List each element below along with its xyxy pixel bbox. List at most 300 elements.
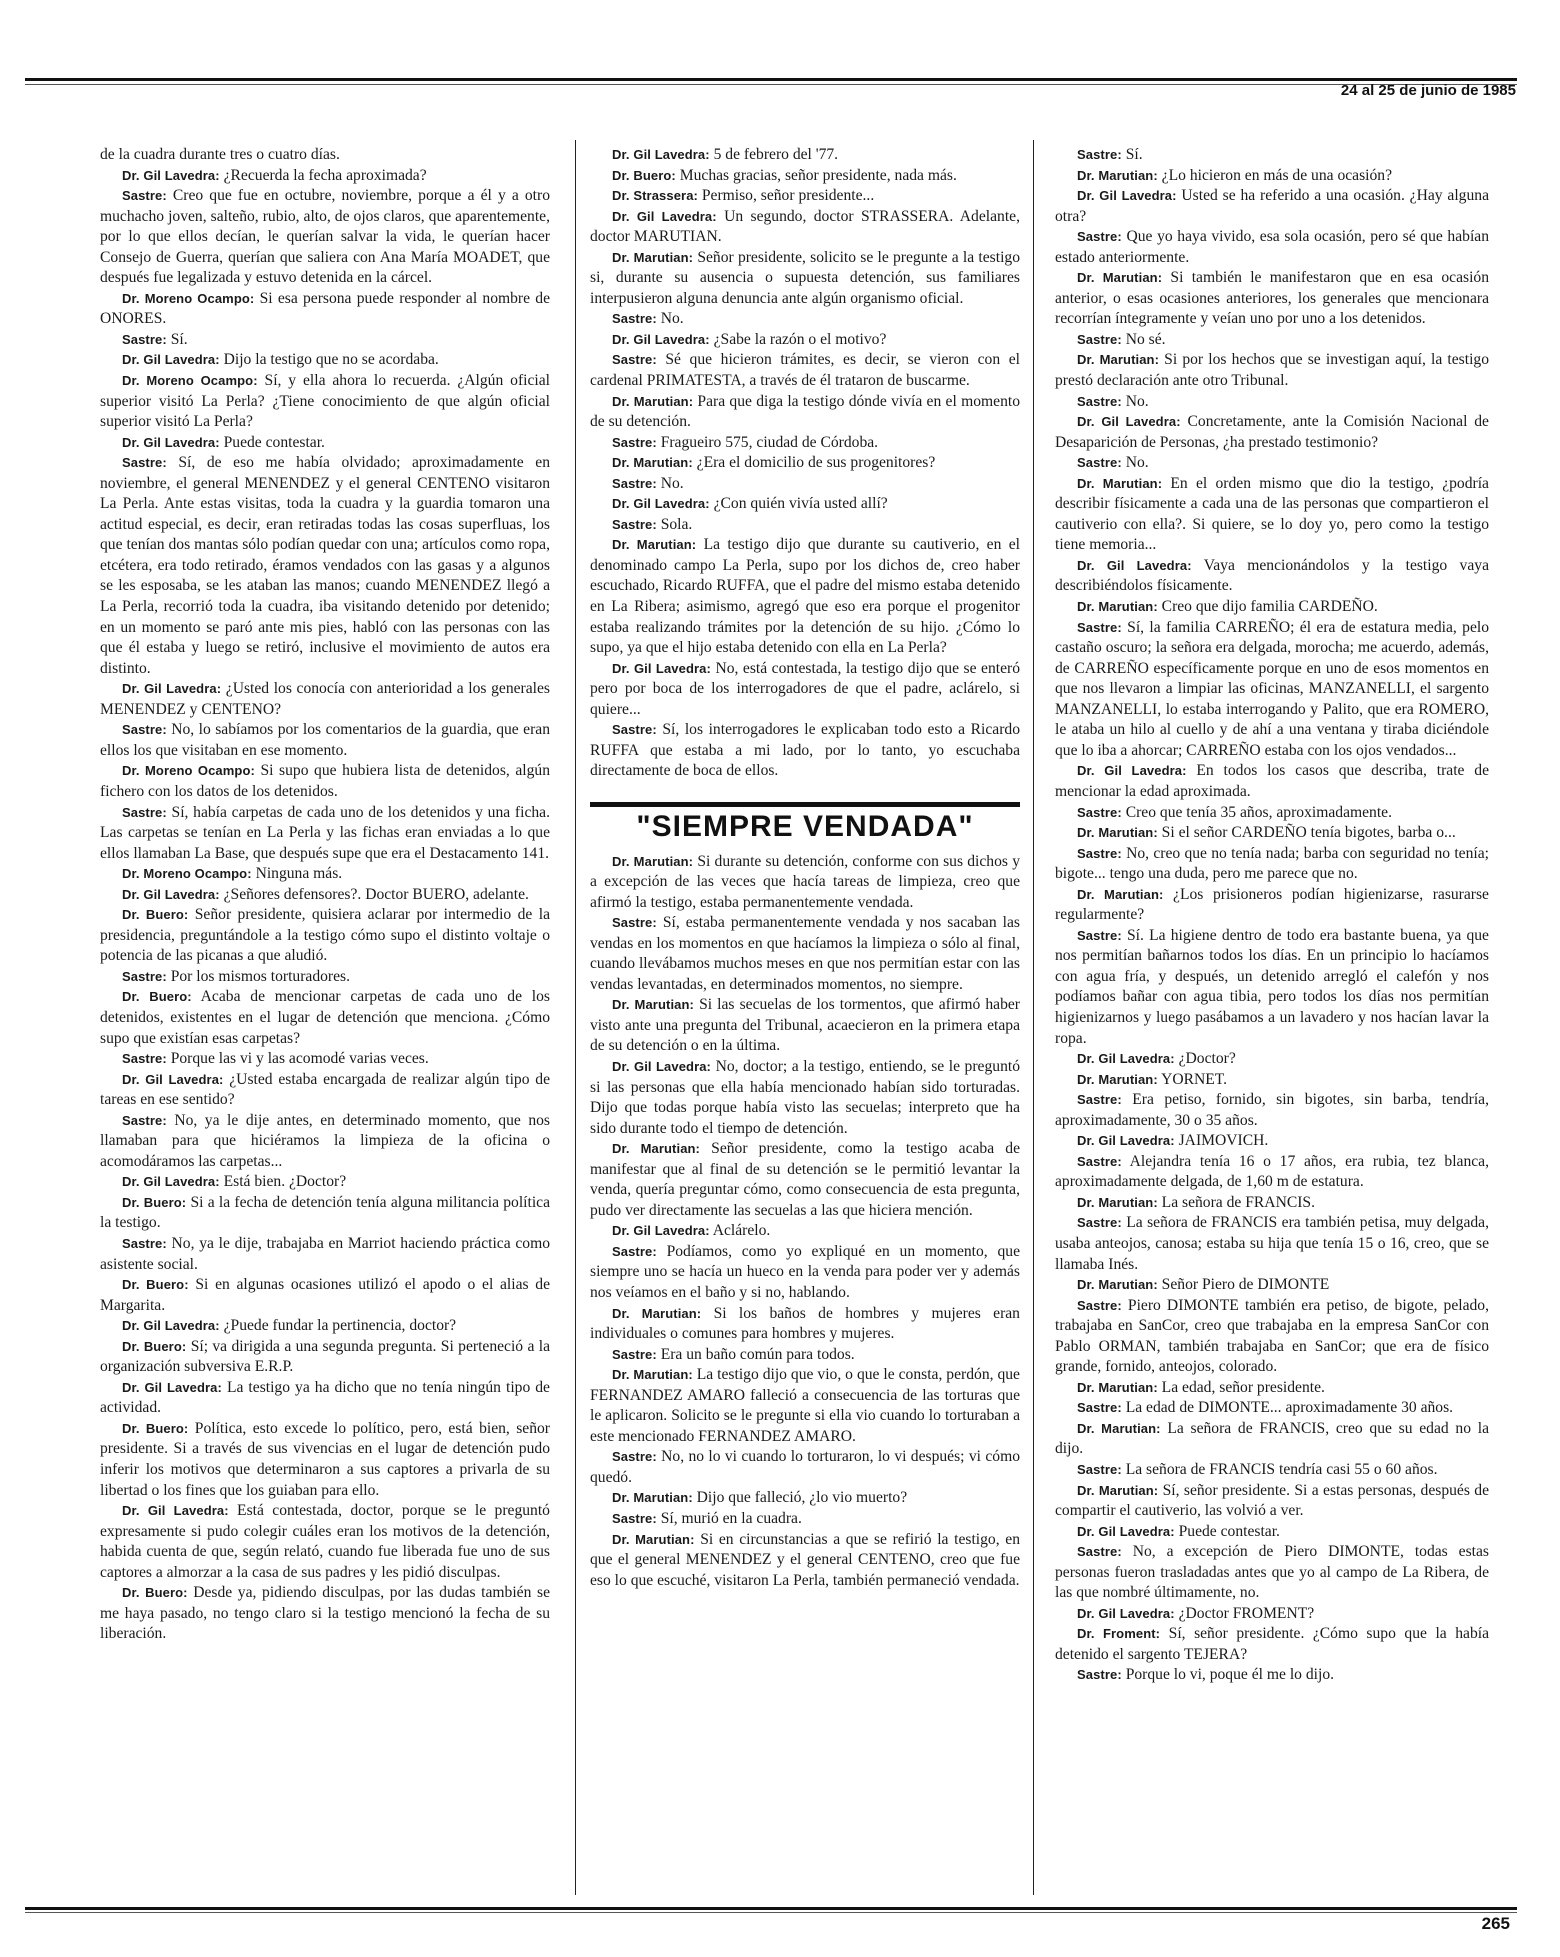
speech-text: ¿Usted estaba encargada de realizar algún tipo de tareas en ese sentido? [100,1070,550,1109]
speech-text: Si supo que hubiera lista de detenidos, algún fichero con los datos de los detenidos. [100,762,550,800]
transcript-paragraph [590,330,1020,351]
transcript-paragraph [590,1345,1020,1366]
transcript-paragraph [1055,268,1489,330]
transcript-paragraph [100,350,550,371]
speech-text: La testigo dijo que durante su cautiverio, en el denominado campo La Perla, supo por los dichos de, creo haber escuchado, Ricardo RUFFA, que el padre del mismo estaba detenido en La Ribera; asimismo, agregó que eso era porque el progenitor estaba realizando trámites por la detención de su hijo. ¿Cómo lo supo, ya que el hijo estaba detenido con ella en La Perla? [590,536,1021,657]
speech-text: Vaya mencionándolos y la testigo vaya describiéndolos físicamente. [1055,556,1489,595]
transcript-paragraph [100,761,550,802]
speaker-name: Dr. Moreno Ocampo: [122,290,255,306]
transcript-paragraph [1055,618,1489,762]
speaker-name: Dr. Froment: [1077,1626,1161,1642]
speech-text: ¿Puede fundar la pertinencia, doctor? [223,1317,457,1335]
speech-text: Sí; va dirigida a una segunda pregunta. Si perteneció a la organización subversiva E.R.P. [100,1337,550,1376]
speech-text: Señor presidente, quisiera aclarar por intermedio de la presidencia, preguntándole a la testigo cómo supo el distinto voltaje o potencia de las picanas a que aludió. [100,906,550,965]
transcript-paragraph [1055,1378,1489,1399]
speech-text: ¿Era el domicilio de sus progenitores? [696,454,936,472]
bottom-rule [25,1907,1517,1910]
speech-text: Sí. [1125,146,1143,163]
speech-text: Permiso, señor presidente... [701,187,875,205]
transcript-paragraph [100,1583,550,1645]
section-headline: "SIEMPRE VENDADA" [636,809,974,843]
speech-text: ¿Sabe la razón o el motivo? [713,330,887,348]
speaker-name: Sastre: [122,188,167,204]
speech-text: Sí, estaba permanentemente vendada y nos sacaban las vendas en los momentos en que hacíamos la limpieza o sólo al final, cuando llevábamos muchos meses en que nos permitían estar con las vendas levantadas, en determinados momentos, no siempre. [590,914,1020,993]
speaker-name: Dr. Marutian: [612,1141,700,1157]
transcript-paragraph [590,995,1020,1057]
speaker-name: Dr. Gil Lavedra: [122,1503,229,1519]
speech-text: Si a la fecha de detención tenía alguna militancia política la testigo. [100,1193,551,1232]
transcript-paragraph [590,186,1020,207]
speech-text: Sí, y ella ahora lo recuerda. ¿Algún oficial superior visitó La Perla? ¿Tiene conocimiento de que algún oficial superior visitó La Perla? [100,372,550,431]
transcript-paragraph [1055,1193,1489,1214]
transcript-paragraph [590,350,1020,391]
speech-text: Si durante su detención, conforme con sus dichos y a excepción de las veces que hacía tareas de limpieza, creo que afirmó la testigo, estaba permanentemente vendada. [590,852,1020,911]
speech-text: Si por los hechos que se investigan aquí, la testigo prestó declaración ante otro Tribunal. [1055,351,1489,390]
speech-text: Porque las vi y las acomodé varias veces. [170,1050,429,1068]
speech-text: Sí, señor presidente. Si a estas personas, después de compartir el cautiverio, las volvió a ver. [1055,1481,1489,1520]
speaker-name: Dr. Marutian: [612,1367,693,1383]
speaker-name: Dr. Marutian: [612,455,693,471]
speaker-name: Sastre: [1077,229,1122,245]
text-column-3 [1055,145,1489,1686]
speech-text: No, está contestada, la testigo dijo que se enteró pero por boca de los interrogadores de que el padre, aclárelo, si quiere... [590,659,1020,718]
transcript-paragraph [100,166,550,187]
speech-text: Dijo que falleció, ¿lo vio muerto? [696,1489,908,1507]
speech-text: En todos los casos que describa, trate de mencionar la edad aproximada. [1055,762,1489,800]
transcript-paragraph [1055,1070,1489,1091]
speaker-name: Dr. Marutian: [1077,352,1160,368]
transcript-paragraph [100,720,550,761]
speaker-name: Dr. Buero: [122,989,192,1005]
transcript-paragraph [100,1070,550,1111]
speaker-name: Sastre: [1077,331,1122,347]
speech-text: No, a excepción de Piero DIMONTE, todas estas personas fueron trasladadas antes que yo al campo de La Ribera, de las que nombré últimamente, no. [1055,1543,1489,1602]
speaker-name: Dr. Moreno Ocampo: [122,866,252,882]
transcript-paragraph [100,1501,550,1583]
transcript-paragraph [1055,556,1489,597]
transcript-paragraph [1055,145,1489,166]
issue-date: 24 al 25 de junio de 1985 [1340,82,1516,99]
speech-text: Era un baño común para todos. [660,1345,855,1363]
speech-text: Sí, de eso me había olvidado; aproximadamente en noviembre, el general MENENDEZ y el general CENTENO visitaron La Perla. Ante estas visitas, toda la cuadra y la guardia tomaron una actitud especial, es decir, eran retiradas todas las cosas superfluas, los que tenían dos mantas sólo podían quedar con una; artículos como ropa, etcétera, era todo retirado, éramos vendados con las gasas y a algunos se les esposaba, se les ataban las manos; cuando MENENDEZ llegó a La Perla, recorrió toda la cuadra, iba visitando detenido por detenido; en un momento se paró ante mis pies, habló con las personas con las que él estaba y luego se retiró, inclusive el movimiento de autos era distinto. [100,454,550,677]
speech-text: Sí, los interrogadores le explicaban todo esto a Ricardo RUFFA que estaba a mi lado, por lo tanto, yo escuchaba directamente de boca de ellos. [590,721,1020,780]
speaker-name: Dr. Marutian: [612,997,694,1013]
speaker-name: Sastre: [1077,1092,1122,1108]
transcript-paragraph [590,1057,1020,1139]
speaker-name: Dr. Gil Lavedra: [612,1223,710,1239]
transcript-paragraph [590,1221,1020,1242]
speech-text: No, ya le dije antes, en determinado momento, que nos llamaban para que hiciéramos la limpieza de la oficina o acomodáramos las carpetas... [100,1111,550,1170]
speaker-name: Sastre: [122,331,167,347]
speaker-name: Dr. Moreno Ocampo: [122,373,258,389]
speaker-name: Sastre: [1077,1400,1122,1416]
speech-text: No, no lo vi cuando lo torturaron, lo vi después; vi cómo quedó. [590,1448,1020,1486]
speech-text: Si las secuelas de los tormentos, que afirmó haber visto ante una pregunta del Tribunal, acaecieron en la primera etapa de su detención o en la última. [590,996,1020,1055]
transcript-paragraph [590,1365,1020,1447]
speech-text: La señora de FRANCIS tendría casi 55 o 60 años. [1125,1461,1438,1478]
text-column-2 [590,145,1020,1591]
speech-text: Dijo la testigo que no se acordaba. [223,351,439,369]
speaker-name: Sastre: [122,1051,167,1067]
speaker-name: Sastre: [1077,1215,1122,1231]
speech-text: Puede contestar. [1178,1522,1280,1540]
speaker-name: Dr. Gil Lavedra: [122,434,220,450]
speech-text: ¿Los prisioneros podían higienizarse, rasurarse regularmente? [1055,885,1489,924]
transcript-paragraph [1055,1542,1489,1604]
speaker-name: Dr. Gil Lavedra: [1077,1523,1175,1539]
transcript-paragraph [1055,474,1489,556]
transcript-paragraph [100,1111,550,1173]
speaker-name: Dr. Gil Lavedra: [1077,763,1187,779]
speech-text: ¿Lo hicieron en más de una ocasión? [1161,166,1393,184]
speech-text: Un segundo, doctor STRASSERA. Adelante, doctor MARUTIAN. [590,207,1020,246]
speaker-name: Dr. Gil Lavedra: [122,1318,220,1334]
speech-text: Aclárelo. [712,1222,771,1240]
speaker-name: Sastre: [122,722,167,738]
transcript-paragraph [590,433,1020,454]
speech-text: Creo que fue en octubre, noviembre, porque a él y a otro muchacho joven, salteño, rubio, alto, de ojos claros, que aparentemente, por lo que ellos decían, le querían salvar la vida, le querían hacer Consejo de Guerra, querían que saliera con Ana María MOADET, que después fue legalizada y estuvo detenida en la cárcel. [100,187,550,287]
speaker-name: Sastre: [1077,1297,1122,1313]
speech-text: La edad de DIMONTE... aproximadamente 30 años. [1125,1399,1454,1417]
speech-text: Sí, había carpetas de cada uno de los detenidos y una ficha. Las carpetas se tenían en La Perla y las fichas eran enviadas a lo que ellos llamaban La Base, que después supe que era el Destacamento 141. [100,803,550,862]
speaker-name: Dr. Marutian: [1077,1379,1158,1395]
transcript-paragraph [590,392,1020,433]
speaker-name: Sastre: [612,475,657,491]
speaker-name: Dr. Marutian: [612,393,694,409]
speaker-name: Dr. Marutian: [1077,1420,1161,1436]
transcript-paragraph [100,1419,550,1501]
speech-text: Si en algunas ocasiones utilizó el apodo o el alias de Margarita. [100,1276,550,1314]
speech-text: No, doctor; a la testigo, entiendo, se le preguntó si las personas que ella había mencionado habían sido torturadas. Dijo que todas porque había visto las secuelas; interpreto que ha sido durante todo el tiempo de detención. [590,1057,1020,1137]
transcript-paragraph [1055,350,1489,391]
speaker-name: Dr. Gil Lavedra: [1077,188,1177,204]
transcript-paragraph [100,679,550,720]
transcript-paragraph [100,145,550,166]
speaker-name: Sastre: [612,1511,657,1526]
speaker-name: Sastre: [612,311,657,327]
speech-text: No sé. [1125,330,1166,348]
transcript-paragraph [1055,1275,1489,1296]
transcript-paragraph [1055,1665,1489,1686]
speech-text: JAIMOVICH. [1178,1132,1269,1150]
speech-text: Era petiso, fornido, sin bigotes, sin barba, tendría, aproximadamente, 30 o 35 años. [1055,1091,1489,1129]
transcript-paragraph [590,1242,1020,1304]
transcript-paragraph [100,433,550,454]
transcript-paragraph [1055,1604,1489,1625]
transcript-paragraph [100,905,550,967]
transcript-paragraph [1055,1131,1489,1152]
speaker-name: Sastre: [1077,927,1122,943]
transcript-paragraph [590,1447,1020,1488]
transcript-paragraph [100,289,550,330]
speech-text: Si también le manifestaron que en esa ocasión anterior, o esas ocasiones anteriores, los generales que mencionara recorrían íntegramente y veían uno por uno a los detenidos. [1055,269,1489,328]
transcript-paragraph [1055,1090,1489,1131]
speech-text: Si esa persona puede responder al nombre de ONORES. [100,289,551,328]
speaker-name: Dr. Gil Lavedra: [1077,557,1192,573]
speaker-name: Dr. Moreno Ocampo: [122,763,255,779]
speaker-name: Sastre: [1077,1667,1122,1683]
speaker-name: Dr. Gil Lavedra: [1077,1133,1175,1149]
speaker-name: Dr. Marutian: [1077,475,1163,491]
transcript-paragraph [100,1234,550,1275]
speech-text: La edad, señor presidente. [1161,1378,1325,1396]
speech-text: Sí, murió en la cuadra. [660,1510,802,1527]
speech-text: La testigo dijo que vio, o que le consta, perdón, que FERNANDEZ AMARO falleció a consecuencia de las torturas que le aplicaron. Solicito se le pregunte si ella vio cuando lo torturaban a este mencionado FERNANDEZ AMARO. [590,1366,1020,1445]
speech-text: 5 de febrero del '77. [713,146,839,163]
speaker-name: Dr. Buero: [122,907,189,923]
transcript-paragraph [590,720,1020,782]
speech-text: Creo que tenía 35 años, aproximadamente. [1125,803,1392,821]
transcript-paragraph [590,166,1020,187]
speaker-name: Sastre: [1077,804,1122,820]
speech-text: Sí, señor presidente. ¿Cómo supo que la había detenido el sargento TEJERA? [1055,1625,1489,1663]
transcript-paragraph [1055,1049,1489,1070]
transcript-paragraph [1055,330,1489,351]
speech-text: No. [660,310,684,328]
speaker-name: Sastre: [1077,1462,1122,1477]
speaker-name: Sastre: [122,1235,167,1251]
transcript-paragraph [590,309,1020,330]
transcript-paragraph [590,1530,1020,1592]
speaker-name: Dr. Gil Lavedra: [122,1379,222,1395]
transcript-paragraph [100,453,550,679]
transcript-paragraph [100,1049,550,1070]
transcript-paragraph [1055,761,1489,802]
transcript-paragraph [590,852,1020,914]
speech-text: Podíamos, como yo expliqué en un momento, que siempre uno se hacía un hueco en la venda para poder ver y además nos veíamos en el baño y si no, hablando. [590,1242,1020,1301]
speech-text: Si en circunstancias a que se refirió la testigo, en que el general MENENDEZ y el general CENTENO, creo que fue eso lo que escuché, visitaron La Perla, también permaneció vendada. [590,1530,1020,1589]
speech-text: ¿Doctor? [1178,1050,1236,1068]
speech-text: YORNET. [1161,1070,1228,1088]
column-divider-1 [575,140,576,1895]
transcript-paragraph [100,1316,550,1337]
transcript-paragraph [590,248,1020,310]
transcript-paragraph [1055,1522,1489,1543]
speaker-name: Sastre: [1077,1544,1122,1560]
speech-text: Ninguna más. [255,865,343,883]
speaker-name: Dr. Gil Lavedra: [612,208,717,224]
speaker-name: Sastre: [122,968,167,984]
speech-text: Sí. La higiene dentro de todo era bastante buena, ya que nos permitían bañarnos todos los días. En un principio lo hacíamos con agua fría, y después, un detenido arregló el calefón y nos podíamos bañar con agua tibia, pero todos los días nos permitían higienizarnos y luego pasábamos a un lavadero y nos hacían lavar la ropa. [1055,926,1489,1047]
transcript-paragraph [100,1337,550,1378]
speaker-name: Dr. Marutian: [1077,886,1164,902]
transcript-paragraph [590,1488,1020,1509]
speaker-name: Dr. Gil Lavedra: [612,331,710,347]
transcript-paragraph [590,453,1020,474]
transcript-paragraph [590,1509,1020,1530]
transcript-paragraph [100,186,550,289]
speaker-name: Dr. Gil Lavedra: [612,496,710,512]
speaker-name: Dr. Gil Lavedra: [1077,1605,1175,1621]
speech-text: En el orden mismo que dio la testigo, ¿podría describir físicamente a cada una de las personas que compartieron el cautiverio con ella?. Si quiere, se lo doy yo, pero como la testigo tiene memoria... [1055,474,1489,554]
top-rule [25,78,1517,81]
speaker-name: Dr. Buero: [122,1338,187,1354]
speaker-name: Dr. Gil Lavedra: [612,1058,711,1074]
speaker-name: Dr. Marutian: [1077,1482,1159,1498]
transcript-paragraph [590,913,1020,995]
section-headline-box [590,802,1020,843]
speech-text: Sí, la familia CARREÑO; él era de estatura media, pelo castaño oscuro; la señora era delgada, morocha; me acuerdo, además, de CARREÑO específicamente porque en uno de esos momentos en que nos llevaron a limpiar las oficinas, MANZANELLI, el sargento MANZANELLI, lo estaba interrogando y Palito, que era ROMERO, le ataba un hilo al cuello y de ahí a una ventana y tiraba diciéndole que lo iba a ahorcar; CARREÑO estaba con los ojos vendados... [1055,618,1489,759]
speaker-name: Dr. Gil Lavedra: [122,1071,224,1087]
speech-text: Sí. [170,330,188,348]
speech-text: Fragueiro 575, ciudad de Córdoba. [660,433,879,451]
speech-text: Señor Piero de DIMONTE [1161,1276,1330,1294]
speaker-name: Dr. Gil Lavedra: [122,886,220,902]
transcript-paragraph [1055,844,1489,885]
transcript-paragraph [590,474,1020,495]
transcript-paragraph [590,659,1020,721]
transcript-paragraph [100,864,550,885]
transcript-paragraph [100,967,550,988]
transcript-paragraph [1055,803,1489,824]
transcript-paragraph [1055,392,1489,413]
speaker-name: Sastre: [122,1112,167,1128]
transcript-paragraph [100,1275,550,1316]
transcript-paragraph [590,535,1020,658]
speech-text: La señora de FRANCIS. [1161,1193,1315,1211]
speaker-name: Sastre: [1077,147,1122,162]
speaker-name: Dr. Marutian: [1077,167,1158,183]
speaker-name: Sastre: [1077,619,1122,635]
speech-text: Si el señor CARDEÑO tenía bigotes, barba o... [1161,824,1456,842]
speech-text: ¿Señores defensores?. Doctor BUERO, adelante. [223,885,529,903]
transcript-paragraph [1055,412,1489,453]
speaker-name: Dr. Buero: [122,1194,187,1210]
bottom-rule-thin [25,1912,1517,1913]
speech-text: No, ya le dije, trabajaba en Marriot haciendo práctica como asistente social. [100,1234,550,1273]
speech-text: Por los mismos torturadores. [170,967,351,985]
speaker-name: Sastre: [612,352,657,368]
speech-text: ¿Recuerda la fecha aproximada? [223,166,427,184]
speech-text: Porque lo vi, poque él me lo dijo. [1125,1666,1335,1684]
speech-text: Está bien. ¿Doctor? [223,1173,347,1191]
speech-text: Usted se ha referido a una ocasión. ¿Hay alguna otra? [1055,187,1489,225]
speaker-name: Dr. Marutian: [612,853,694,869]
speech-text: No. [1125,454,1149,472]
speech-text: ¿Doctor FROMENT? [1178,1604,1315,1622]
speaker-name: Sastre: [1077,393,1122,409]
speaker-name: Dr. Marutian: [612,1531,695,1547]
speech-text: Sé que hicieron trámites, es decir, se vieron con el cardenal PRIMATESTA, a través de él trataron de buscarme. [590,351,1020,390]
speaker-name: Sastre: [612,1449,657,1465]
transcript-paragraph [590,494,1020,515]
speech-text: Si los baños de hombres y mujeres eran individuales o comunes para hombres y mujeres. [590,1304,1020,1343]
transcript-paragraph [1055,1624,1489,1665]
speaker-name: Sastre: [612,1243,657,1259]
speech-text: Piero DIMONTE también era petiso, de bigote, pelado, trabajaba en SanCor, creo que trabajaba en la empresa SanCor con Pablo ORMAN, también trabajaba en SanCor; que era de físico grande, fornido, anteojos, colorado. [1055,1296,1489,1376]
speech-text: Para que diga la testigo dónde vivía en el momento de su detención. [590,392,1020,431]
speaker-name: Sastre: [1077,455,1122,471]
transcript-paragraph [1055,1398,1489,1419]
speech-text: Señor presidente, como la testigo acaba de manifestar que al final de su detención se le permitió levantar la venda, quería preguntar cómo, como consecuencia de esta pregunta, pudo ver directamente las secuelas a las que hiciera mención. [590,1140,1020,1219]
speaker-name: Sastre: [612,434,657,450]
transcript-paragraph [1055,166,1489,187]
speaker-name: Dr. Marutian: [1077,825,1158,841]
transcript-paragraph [100,1193,550,1234]
speech-text: Señor presidente, solicito se le pregunte a la testigo si, durante su ausencia o supuesta detención, sus familiares interpusieron alguna denuncia ante algún organismo oficial. [590,248,1020,307]
page-number: 265 [1481,1914,1510,1933]
speaker-name: Sastre: [612,1346,657,1362]
speaker-name: Sastre: [1077,845,1122,861]
speaker-name: Dr. Gil Lavedra: [1077,414,1181,430]
transcript-paragraph [590,207,1020,248]
transcript-paragraph [1055,823,1489,844]
speech-text: de la cuadra durante tres o cuatro días. [100,146,340,163]
speech-text: Alejandra tenía 16 o 17 años, era rubia, tez blanca, aproximadamente delgada, de 1,60 m de estatura. [1055,1152,1489,1191]
speaker-name: Dr. Marutian: [1077,1071,1158,1087]
speech-text: No. [1125,392,1149,410]
speaker-name: Dr. Buero: [122,1277,189,1293]
speaker-name: Sastre: [612,915,657,931]
speech-text: Que yo haya vivido, esa sola ocasión, pero sé que habían estado anteriormente. [1055,228,1489,266]
speech-text: Concretamente, ante la Comisión Nacional de Desaparición de Personas, ¿ha prestado testimonio? [1055,413,1489,451]
speaker-name: Dr. Marutian: [612,537,697,553]
column-divider-2 [1033,140,1034,1895]
speech-text: Muchas gracias, señor presidente, nada más. [679,166,957,184]
speaker-name: Sastre: [122,804,167,820]
speech-text: Desde ya, pidiendo disculpas, por las dudas también se me haya pasado, no tengo claro si la testigo mencionó la fecha de su liberación. [100,1584,550,1643]
transcript-paragraph [590,1139,1020,1221]
speech-text: La testigo ya ha dicho que no tenía ningún tipo de actividad. [100,1378,550,1417]
speaker-name: Dr. Marutian: [612,249,694,265]
speaker-name: Dr. Marutian: [612,1305,702,1321]
speaker-name: Dr. Gil Lavedra: [122,1174,220,1190]
transcript-paragraph [1055,885,1489,926]
speaker-name: Dr. Marutian: [1077,1194,1158,1210]
transcript-paragraph [100,371,550,433]
text-column-1 [100,145,550,1645]
speaker-name: Dr. Strassera: [612,188,698,204]
transcript-paragraph [1055,1296,1489,1378]
top-rule-thin [25,84,1517,85]
transcript-paragraph [1055,453,1489,474]
speaker-name: Dr. Gil Lavedra: [612,147,710,162]
speech-text: No. [660,474,684,492]
transcript-paragraph [1055,186,1489,227]
speaker-name: Dr. Buero: [122,1585,188,1601]
speaker-name: Dr. Marutian: [1077,270,1163,286]
speech-text: ¿Con quién vivía usted allí? [713,495,888,513]
speaker-name: Sastre: [612,516,657,532]
transcript-paragraph [1055,1460,1489,1481]
speech-text: Acaba de mencionar carpetas de cada uno de los detenidos, existentes en el lugar de detención que menciona. ¿Cómo supo que existían esas carpetas? [100,988,550,1047]
transcript-paragraph [100,330,550,351]
speech-text: No, creo que no tenía nada; barba con seguridad no tenía; bigote... tengo una duda, pero me parece que no. [1055,844,1489,883]
transcript-paragraph [100,803,550,865]
transcript-paragraph [1055,1419,1489,1460]
transcript-paragraph [1055,1152,1489,1193]
transcript-paragraph [590,1304,1020,1345]
speech-text: Puede contestar. [223,433,325,451]
speaker-name: Dr. Buero: [612,167,676,183]
transcript-paragraph [100,987,550,1049]
speaker-name: Dr. Gil Lavedra: [1077,1051,1175,1067]
speaker-name: Dr. Marutian: [1077,1277,1158,1293]
speech-text: ¿Usted los conocía con anterioridad a los generales MENENDEZ y CENTENO? [100,680,550,718]
transcript-paragraph [100,885,550,906]
transcript-paragraph [1055,1481,1489,1522]
transcript-paragraph [590,515,1020,536]
transcript-paragraph [1055,597,1489,618]
transcript-paragraph [100,1378,550,1419]
speech-text: Política, esto excede lo político, pero, está bien, señor presidente. Si a través de sus vivencias en el lugar de detención pudo inferir los motivos que determinaron a sus captores a privarla de su libertad o los fines que los guiaban para ello. [100,1419,550,1499]
speaker-name: Sastre: [1077,1153,1122,1169]
speech-text: Está contestada, doctor, porque se le preguntó expresamente si pudo colegir cuáles eran los motivos de la detención, habida cuenta de que, según relató, cuando fue liberada fue uno de sus captores a almorzar a la casa de sus padres y les pidió disculpas. [100,1502,550,1581]
transcript-paragraph [1055,227,1489,268]
speaker-name: Dr. Marutian: [1077,599,1158,615]
speaker-name: Sastre: [122,455,167,471]
transcript-paragraph [590,145,1020,166]
